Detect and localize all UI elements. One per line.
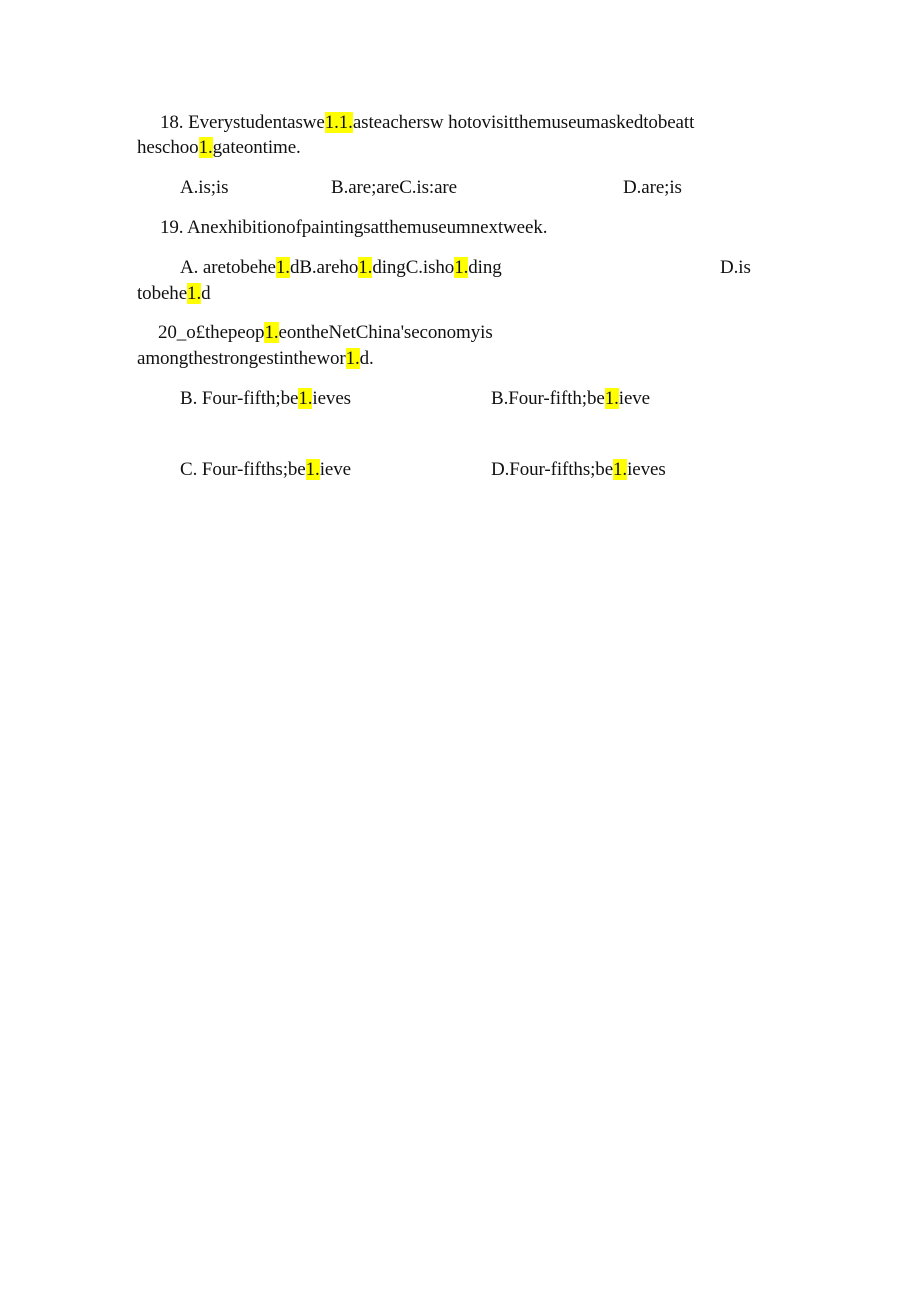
highlight-mark: 1. xyxy=(187,283,202,304)
highlight-mark: 1.1. xyxy=(324,112,353,133)
q18-option-b-c: B.are;areC.is:are xyxy=(331,177,457,198)
highlight-mark: 1. xyxy=(454,257,469,278)
highlight-mark: 1. xyxy=(305,459,320,480)
q19-option-d: D.is xyxy=(720,257,751,278)
q19-options-line2: tobehe1.d xyxy=(137,283,211,304)
q18-stem-line1: 18. Everystudentaswe1.1.asteachersw hotovisitthemuseumaskedtobeatt xyxy=(160,112,695,133)
q20-option-c: C. Four-fifths;be1.ieve xyxy=(180,459,351,480)
q18-option-a: A.is;is xyxy=(180,177,229,198)
q18-stem-line2: heschoo1.gateontime. xyxy=(137,137,301,158)
q20-stem-line2: amongthestrongestinthewor1.d. xyxy=(137,348,374,369)
q19-options-a-c: A. aretobehe1.dB.areho1.dingC.isho1.ding xyxy=(180,257,502,278)
highlight-mark: 1. xyxy=(345,348,360,369)
highlight-mark: 1. xyxy=(198,137,213,158)
q20-option-b: B. Four-fifth;be1.ieves xyxy=(180,388,351,409)
highlight-mark: 1. xyxy=(264,322,279,343)
highlight-mark: 1. xyxy=(604,388,619,409)
q20-option-d: D.Four-fifths;be1.ieves xyxy=(491,459,666,480)
q19-stem: 19. Anexhibitionofpaintingsatthemuseumnextweek. xyxy=(160,217,548,238)
highlight-mark: 1. xyxy=(358,257,373,278)
q20-option-b-alt: B.Four-fifth;be1.ieve xyxy=(491,388,651,409)
highlight-mark: 1. xyxy=(298,388,313,409)
q20-stem-line1: 20_o£thepeop1.eontheNetChina'seconomyis xyxy=(158,322,493,343)
q18-option-d: D.are;is xyxy=(623,177,682,198)
highlight-mark: 1. xyxy=(613,459,628,480)
highlight-mark: 1. xyxy=(275,257,290,278)
